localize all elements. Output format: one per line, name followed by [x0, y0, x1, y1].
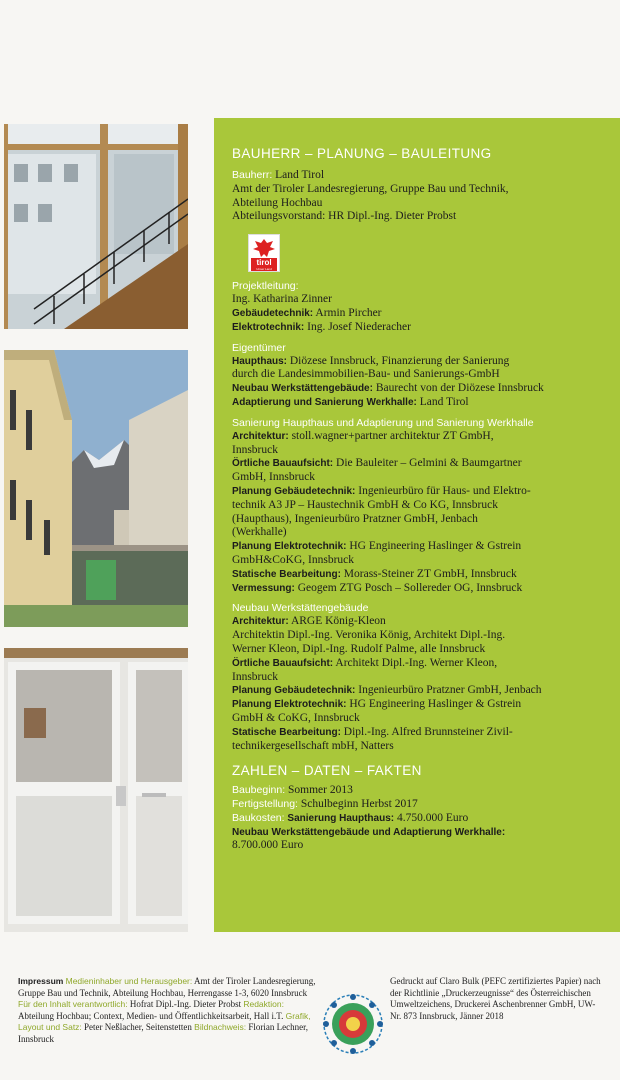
photo-building-mountains	[4, 350, 188, 627]
neubau-list	[232, 615, 616, 753]
info-line-value: Architektin Dipl.-Ing. Veronika König, Architekt Dipl.-Ing.	[232, 629, 506, 642]
info-line-label: Neubau Werkstättengebäude:	[232, 383, 373, 395]
neubau-heading: Neubau Werkstättengebäude	[232, 602, 369, 615]
info-line-label: Örtliche Bauaufsicht:	[232, 657, 334, 669]
vorstand-line: Abteilungsvorstand: HR Dipl.-Ing. Dieter Probst	[232, 210, 457, 223]
info-line-value: ARGE König-Kleon	[290, 615, 386, 628]
info-line-value: Die Bauleiter – Gelmini & Baumgartner	[336, 457, 522, 470]
info-line-value: Geogem ZTG Posch – Sollereder OG, Innsbruck	[297, 581, 523, 594]
info-line	[232, 382, 616, 396]
verantwortlich-label: Für den Inhalt verantwortlich:	[18, 999, 128, 1009]
umweltzeichen-seal-icon	[322, 993, 384, 1055]
info-line-value: Diözese Innsbruck, Finanzierung der Sanierung	[289, 354, 510, 367]
info-line-label: Örtliche Bauaufsicht:	[232, 458, 334, 470]
info-line-value: Ingenieurbüro Pratzner GmbH, Jenbach	[358, 684, 542, 697]
info-line-value: GmbH, Innsbruck	[232, 471, 316, 484]
info-line-value: technikergesellschaft mbH, Natters	[232, 739, 394, 752]
kosten-sub-label: Sanierung Haupthaus:	[287, 812, 395, 824]
info-line	[232, 657, 616, 671]
redaktion-label: Redaktion:	[243, 999, 284, 1009]
kosten-line	[232, 812, 616, 826]
bauherr-value: Land Tirol	[275, 169, 325, 181]
photo-staircase	[4, 124, 188, 329]
info-line-label: Statische Bearbeitung:	[232, 568, 341, 580]
info-line	[232, 444, 616, 458]
logo-subtext: Unser Land	[251, 267, 277, 271]
eagle-icon	[249, 237, 279, 259]
eigentuemer-heading: Eigentümer	[232, 341, 286, 354]
info-line-label: Haupthaus:	[232, 355, 287, 367]
info-line-value: durch die Landesimmobilien-Bau- und Sanierungs-GmbH	[232, 368, 500, 381]
eigentuemer-list	[232, 355, 616, 410]
sanierung-heading: Sanierung Haupthaus und Adaptierung und Sanierung Werkhalle	[232, 416, 534, 429]
info-line-label: Elektrotechnik:	[232, 321, 305, 333]
info-line-label: Architektur:	[232, 616, 289, 628]
info-line-label: Planung Elektrotechnik:	[232, 699, 347, 711]
info-line	[232, 526, 616, 540]
info-line	[232, 293, 616, 307]
section-title-facts: ZAHLEN – DATEN – FAKTEN	[232, 763, 422, 779]
info-line-label: Architektur:	[232, 430, 289, 442]
medieninhaber-label: Medieninhaber und Herausgeber:	[65, 976, 193, 986]
info-line	[232, 471, 616, 485]
info-line-value: Architekt Dipl.-Ing. Werner Kleon,	[335, 656, 498, 669]
info-line-value: (Werkhalle)	[232, 526, 287, 539]
info-line-value: Morass-Steiner ZT GmbH, Innsbruck	[343, 567, 517, 580]
redaktion-text: Abteilung Hochbau; Context, Medien- und Öffentlichkeitsarbeit, Hall i.T.	[18, 1010, 284, 1021]
info-line	[232, 513, 616, 527]
kosten-neubau-line	[232, 826, 616, 840]
kosten-neubau-label: Neubau Werkstättengebäude und Adaptierung Werkhalle:	[232, 826, 506, 838]
info-line-value: Baurecht von der Diözese Innsbruck	[375, 382, 544, 395]
kosten-label: Baukosten:	[232, 811, 285, 824]
bauherr-label: Bauherr:	[232, 169, 273, 181]
info-line-label: Planung Gebäudetechnik:	[232, 485, 356, 497]
info-line-label: Statische Bearbeitung:	[232, 726, 341, 738]
info-line	[232, 698, 616, 712]
info-line-value: Innsbruck	[232, 670, 278, 683]
section-title-planning: BAUHERR – PLANUNG – BAULEITUNG	[232, 146, 492, 161]
info-line	[232, 615, 616, 629]
info-line-value: stoll.wagner+partner architektur ZT GmbH,	[291, 429, 494, 442]
impressum-label: Impressum	[18, 976, 64, 986]
logo-text: tirol	[251, 258, 277, 268]
info-line	[232, 582, 616, 596]
grafik-text: Peter Neßlacher, Seitenstetten	[84, 1022, 192, 1032]
info-line	[232, 568, 616, 582]
info-line	[232, 457, 616, 471]
info-line-value: Werner Kleon, Dipl.-Ing. Rudolf Palme, alle Innsbruck	[232, 642, 486, 655]
info-line-label: Gebäudetechnik:	[232, 307, 314, 319]
info-line	[232, 684, 616, 698]
info-line	[232, 671, 616, 685]
info-line-label: Adaptierung und Sanierung Werkhalle:	[232, 396, 417, 408]
sanierung-list	[232, 430, 616, 596]
info-line-value: Dipl.-Ing. Alfred Brunnsteiner Zivil-	[343, 725, 513, 738]
info-line-value: HG Engineering Haslinger & Gstrein	[349, 698, 522, 711]
bild-text: Florian Lechner, Innsbruck	[18, 1022, 309, 1044]
info-line-label: Planung Gebäudetechnik:	[232, 685, 356, 697]
info-line-label: Vermessung:	[232, 582, 295, 594]
info-line-value: Land Tirol	[419, 395, 469, 408]
verantwortlich-text: Hofrat Dipl.-Ing. Dieter Probst	[129, 999, 242, 1009]
bauherr-line: Abteilung Hochbau	[232, 196, 323, 209]
baubeginn-label: Baubeginn:	[232, 784, 286, 797]
kosten-sub-value: 4.750.000 Euro	[396, 811, 469, 824]
info-line	[232, 712, 616, 726]
info-line	[232, 540, 616, 554]
projektleitung-heading: Projektleitung:	[232, 280, 299, 293]
info-line	[232, 485, 616, 499]
impressum	[18, 976, 318, 1045]
info-line	[232, 368, 616, 382]
info-line	[232, 554, 616, 568]
info-line	[232, 321, 616, 335]
info-line-value: Armin Pircher	[315, 306, 382, 319]
info-line-value: Ing. Katharina Zinner	[232, 293, 332, 306]
baubeginn-value: Sommer 2013	[288, 784, 353, 797]
info-line	[232, 629, 616, 643]
info-line-value: Innsbruck	[232, 443, 278, 456]
bild-label: Bildnachweis:	[194, 1022, 247, 1032]
info-line-value: Ing. Josef Niederacher	[307, 320, 411, 333]
medieninhaber-text: Amt der Tiroler Landesregierung, Gruppe Bau und Technik, Abteilung Hochbau, Herrengasse 1-3, 6020 Innsbruck	[18, 976, 316, 998]
info-line	[232, 499, 616, 513]
kosten-neubau-value: 8.700.000 Euro	[232, 839, 304, 852]
fertig-label: Fertigstellung:	[232, 798, 298, 811]
print-info: Gedruckt auf Claro Bulk (PEFC zertifiziertes Papier) nach der Richtlinie „Druckerzeugnisse“ des Österreichischen Umweltzeichens, Druckerei Aschenbrenner GmbH, UW-Nr. 873 Innsbruck, Jänner 2018	[390, 976, 601, 1021]
info-content	[232, 146, 616, 853]
projektleitung-list	[232, 293, 616, 334]
info-line	[232, 430, 616, 444]
bauherr-line: Amt der Tiroler Landesregierung, Gruppe Bau und Technik,	[232, 182, 509, 195]
fertig-line	[232, 798, 616, 812]
info-line	[232, 726, 616, 740]
baubeginn-line	[232, 784, 616, 798]
info-line-value: HG Engineering Haslinger & Gstrein	[349, 540, 522, 553]
fertig-value: Schulbeginn Herbst 2017	[300, 798, 418, 811]
info-line-value: technik A3 JP – Haustechnik GmbH & Co KG, Innsbruck	[232, 498, 498, 511]
info-line	[232, 740, 616, 754]
grafik-label: Grafik, Layout und Satz:	[18, 1010, 311, 1032]
info-line-value: GmbH & CoKG, Innsbruck	[232, 711, 360, 724]
photo-window	[4, 648, 188, 932]
info-line	[232, 396, 616, 410]
info-line	[232, 643, 616, 657]
info-line	[232, 355, 616, 369]
bauherr-line	[232, 169, 616, 183]
info-line	[232, 307, 616, 321]
info-line-value: Ingenieurbüro für Haus- und Elektro-	[358, 484, 531, 497]
info-line-value: (Haupthaus), Ingenieurbüro Pratzner GmbH, Jenbach	[232, 512, 478, 525]
tirol-logo	[248, 234, 280, 272]
info-line-value: GmbH&CoKG, Innsbruck	[232, 553, 355, 566]
info-line-label: Planung Elektrotechnik:	[232, 541, 347, 553]
